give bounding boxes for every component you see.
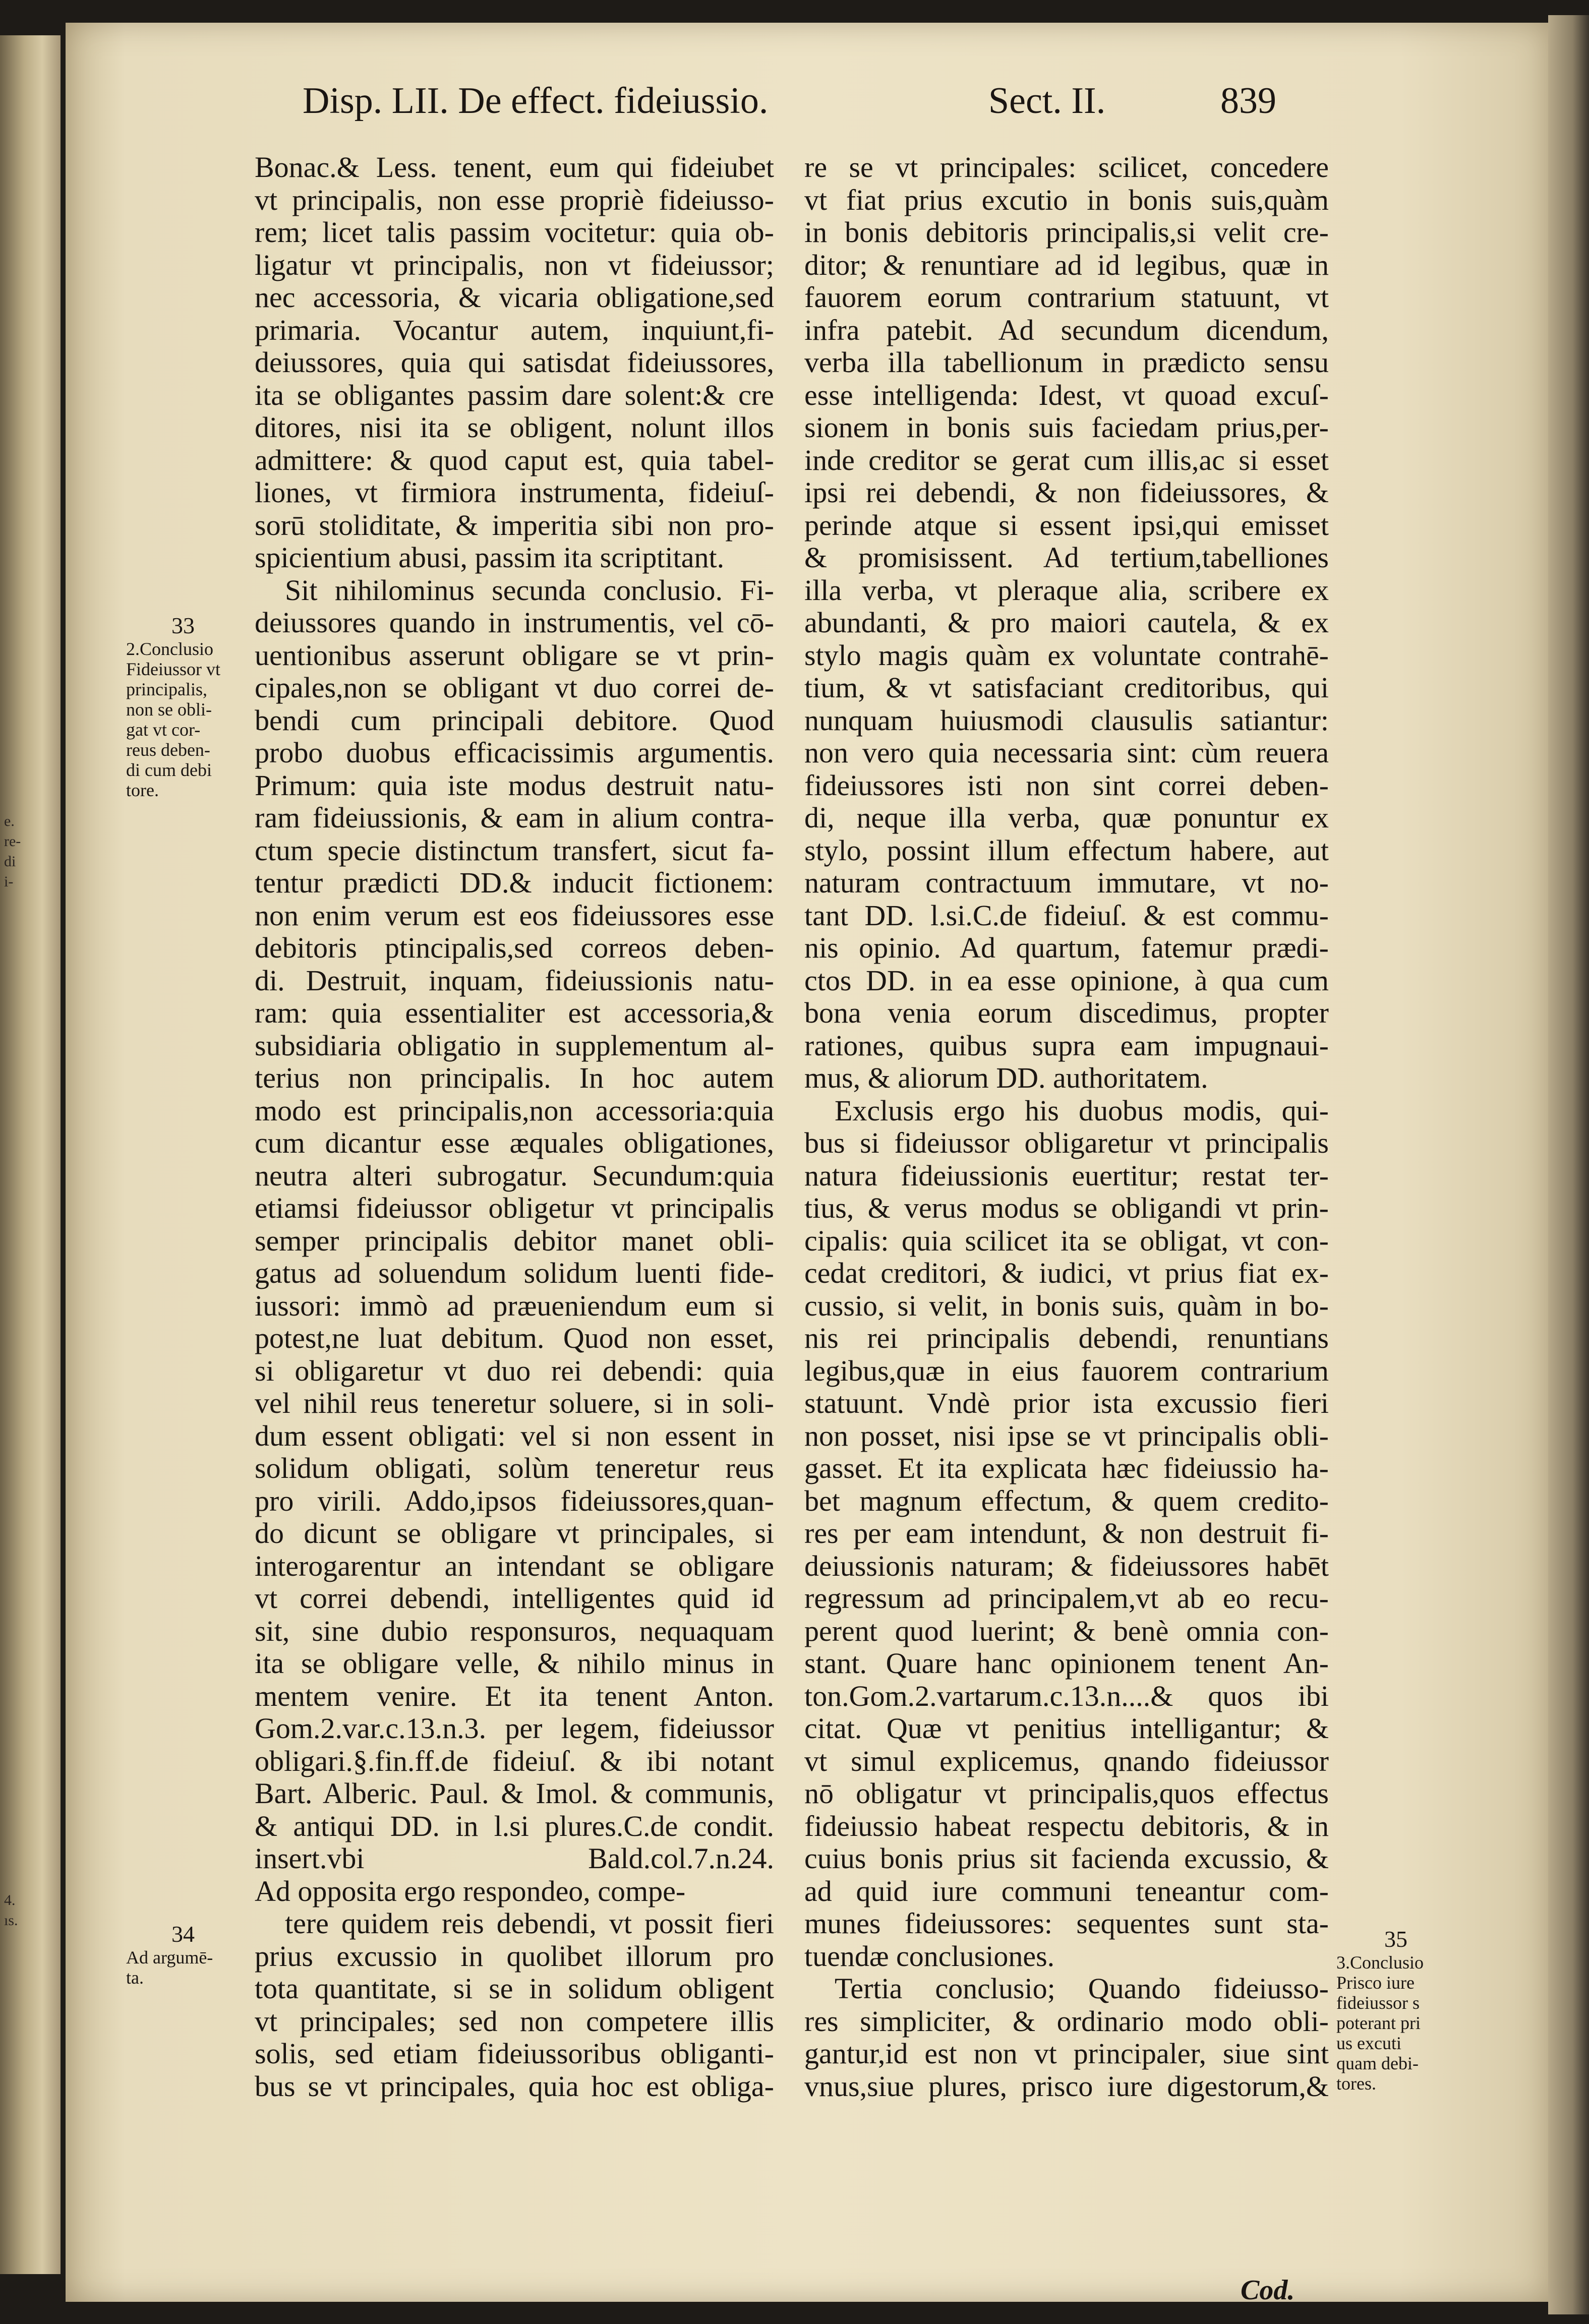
text-line: regressum ad principalem,vt ab eo recu- (804, 1582, 1329, 1615)
text-line: ditor; & renuntiare ad id legibus, quæ in (804, 248, 1329, 281)
margin-note-line: Prisco iure (1336, 1973, 1415, 1993)
margin-note-line: fideiussor s (1336, 1993, 1420, 2013)
text-line: spicientium abusi, passim ita scriptitant. (255, 541, 725, 574)
text-line: solidum obligati, solùm teneretur reus (255, 1452, 774, 1484)
text-line: cipalis: quia scilicet ita se obligat, vt con- (804, 1224, 1329, 1257)
text-line: vt simul explicemus, qnando fideiussor (804, 1744, 1329, 1777)
text-line: ctos DD. in ea esse opinione, à qua cum (804, 964, 1329, 997)
previous-page-sliver (0, 35, 61, 2274)
margin-note-33 (126, 613, 220, 800)
text-line: ton.Gom.2.vartarum.c.13.n....& quos ibi (804, 1679, 1329, 1712)
text-line: cussio, si velit, in bonis suis, quàm in bo- (804, 1289, 1329, 1322)
text-line: ram fideiussionis, & eam in alium contra- (255, 801, 774, 834)
text-line: Primum: quia iste modus destruit natu- (255, 768, 774, 802)
text-line: perent quod luerint; & benè omnia con- (804, 1614, 1329, 1647)
text-line: infra patebit. Ad secundum dicendum, (804, 313, 1329, 346)
text-line: bona venia eorum discedimus, propter (804, 996, 1329, 1029)
sliver-fragment: re- (4, 833, 21, 850)
text-line: in bonis debitoris principalis,si velit cre- (804, 216, 1329, 249)
text-line: gasset. Et ita explicata hæc fideiussio ha- (804, 1452, 1329, 1484)
margin-note-line: principalis, (126, 679, 207, 699)
margin-note-line: Ad argumē- (126, 1947, 213, 1968)
sliver-fragment: e. (4, 813, 15, 829)
margin-note-line: di cum debi (126, 760, 212, 780)
text-line: fauorem eorum contrarium statuunt, vt (804, 281, 1329, 314)
text-line: illa verba, vt pleraque alia, scribere ex (804, 573, 1329, 607)
running-head-left: Disp. LII. De effect. fideiussio. (303, 80, 769, 122)
text-line: mentem venire. Et ita tenent Anton. (255, 1679, 774, 1712)
margin-note-line: us excuti (1336, 2033, 1401, 2053)
margin-note-line: non se obli- (126, 699, 212, 720)
text-line: solis, sed etiam fideiussoribus obliganti- (255, 2037, 774, 2070)
text-line: statuunt. Vndè prior ista excussio fieri (804, 1387, 1329, 1419)
text-line: si obligaretur vt duo rei debendi: quia (255, 1354, 774, 1387)
text-line: bendi cum principali debitore. Quod (255, 703, 774, 737)
text-line: tentur prædicti DD.& inducit fictionem: (255, 866, 774, 899)
text-line: ad quid iure communi teneantur com- (804, 1874, 1329, 1908)
text-line: ctum specie distinctum transfert, sicut fa- (255, 833, 774, 867)
text-line: nunquam huiusmodi clausulis satiantur: (804, 703, 1329, 737)
text-line: Bart. Alberic. Paul. & Imol. & communis, (255, 1777, 774, 1810)
text-line: ligatur vt principalis, non vt fideiussor; (255, 248, 774, 281)
text-line: debitoris ptincipalis,sed correos deben- (255, 931, 774, 964)
margin-note-line: reus deben- (126, 740, 210, 760)
sliver-fragment: ıs. (4, 1912, 18, 1929)
text-line: vt correi debendi, intelligentes quid id (255, 1582, 774, 1615)
text-line: admittere: & quod caput est, quia tabel- (255, 443, 774, 476)
sliver-fragment: di (4, 853, 16, 870)
text-line: cum dicantur esse æquales obligationes, (255, 1126, 774, 1159)
text-line: nis rei principalis debendi, renuntians (804, 1322, 1329, 1354)
text-line: Ad opposita ergo respondeo, compe- (255, 1874, 686, 1908)
text-line: liones, vt firmiora instrumenta, fideiuſ- (255, 476, 774, 509)
text-line: natura fideiussionis euertitur; restat ter- (804, 1159, 1329, 1192)
margin-note-number: 34 (171, 1921, 195, 1947)
text-line: gatus ad soluendum solidum luenti fide- (255, 1257, 774, 1289)
margin-note-line: tores. (1336, 2073, 1376, 2094)
text-line: sionem in bonis suis faciedam prius,per- (804, 411, 1329, 444)
text-line: ditores, nisi ita se obligent, nolunt illos (255, 411, 774, 444)
text-line: abundanti, & pro maiori cautela, & ex (804, 606, 1329, 639)
margin-note-number: 33 (171, 613, 195, 638)
running-head-section: Sect. II. (988, 80, 1106, 122)
page-number: 839 (1220, 80, 1276, 122)
text-line: ram: quia essentialiter est accessoria,& (255, 996, 774, 1029)
text-line: stylo, possint illum effectum habere, aut (804, 833, 1329, 867)
text-line: non enim verum est eos fideiussores esse (255, 899, 774, 932)
text-line: interogarentur an intendant se obligare (255, 1549, 774, 1582)
text-line: cedat creditori, & iudici, vt prius fiat ex- (804, 1257, 1329, 1289)
text-line: neutra alteri subrogatur. Secundum:quia (255, 1159, 774, 1192)
text-line: fideiussores isti non sint correi deben- (804, 768, 1329, 802)
text-line: di, neque illa verba, quæ ponuntur ex (804, 801, 1329, 834)
margin-note-line: quam debi- (1336, 2053, 1419, 2073)
text-line: verba illa tabellionum in prædicto sensu (804, 346, 1329, 379)
text-line: ipsi rei debendi, & non fideiussores, & (804, 476, 1329, 509)
margin-note-line: poterant pri (1336, 2013, 1421, 2033)
text-line: munes fideiussores: sequentes sunt sta- (804, 1907, 1329, 1940)
margin-note-line: gat vt cor- (126, 720, 201, 740)
text-line: stant. Quare hanc opinionem tenent An- (804, 1647, 1329, 1680)
text-line: citat. Quæ vt penitius intelligantur; & (804, 1712, 1329, 1745)
text-line: di. Destruit, inquam, fideiussionis natu- (255, 964, 774, 997)
text-line: non vero quia necessaria sint: cùm reuera (804, 736, 1329, 769)
text-line: tant DD. l.si.C.de fideiuſ. & est commu- (804, 899, 1329, 932)
text-line: Exclusis ergo his duobus modis, qui- (835, 1094, 1329, 1127)
text-line: legibus,quæ in eius fauorem contrarium (804, 1354, 1329, 1387)
margin-note-line: Fideiussor vt (126, 659, 221, 679)
text-line: fideiussio habeat respectu debitoris, & in (804, 1809, 1329, 1842)
text-line: naturam contractuum immutare, vt no- (804, 866, 1329, 899)
text-line: tius, & verus modus se obligandi vt prin- (804, 1191, 1329, 1224)
text-line: perinde atque si essent ipsi,qui emisset (804, 508, 1329, 542)
text-line: do dicunt se obligare vt principales, si (255, 1517, 774, 1550)
text-line: dum essent obligati: vel si non essent in (255, 1419, 774, 1452)
text-line: semper principalis debitor manet obli- (255, 1224, 774, 1257)
text-line: nec accessoria, & vicaria obligatione,sed (255, 281, 774, 314)
text-line: pro virili. Addo,ipsos fideiussores,quan- (255, 1484, 774, 1517)
margin-note-35 (1336, 1926, 1424, 2094)
margin-note-line: ta. (126, 1968, 144, 1988)
text-line: rationes, quibus supra eam impugnaui- (804, 1029, 1329, 1062)
margin-note-number: 35 (1384, 1926, 1407, 1952)
text-line: probo duobus efficacissimis argumentis. (255, 736, 774, 769)
catchword: Cod. (1241, 2275, 1295, 2306)
text-line: vnus,siue plures, prisco iure digestorum,& (804, 2069, 1329, 2103)
text-line: bet magnum effectum, & quem credito- (804, 1484, 1329, 1517)
text-line: inde creditor se gerat cum illis,ac si esset (804, 443, 1329, 476)
text-line: vt fiat prius excutio in bonis suis,quàm (804, 183, 1329, 216)
text-line: res simpliciter, & ordinario modo obli- (804, 2004, 1329, 2038)
text-line: vt principalis, non esse propriè fideiusso- (255, 183, 774, 216)
text-line: res per eam intendunt, & non destruit fi- (804, 1517, 1329, 1550)
text-line: mus, & aliorum DD. authoritatem. (804, 1061, 1208, 1094)
text-line: prius excussio in quolibet illorum pro (255, 1939, 774, 1973)
text-line: vel nihil reus teneretur soluere, si in soli- (255, 1387, 774, 1419)
text-line: bus si fideiussor obligaretur vt principalis (804, 1126, 1329, 1159)
left-text-column (255, 151, 774, 2103)
text-line: esse intelligenda: Idest, vt quoad excuſ- (804, 378, 1329, 411)
text-line: insert.vbi Bald.col.7.n.24. (255, 1842, 774, 1875)
page-stack-edge (1548, 15, 1589, 2314)
text-line: tere quidem reis debendi, vt possit fieri (285, 1907, 774, 1940)
text-line: nō obligatur vt principalis,quos effectus (804, 1777, 1329, 1810)
margin-note-line: tore. (126, 780, 159, 800)
text-line: stylo magis quàm ex voluntate contrahē- (804, 638, 1329, 672)
text-line: deiussores quando in instrumentis, vel cō- (255, 606, 774, 639)
text-line: gantur,id est non vt principaler, siue sint (804, 2037, 1329, 2070)
text-line: deiussionis naturam; & fideiussores habēt (804, 1549, 1329, 1582)
sliver-fragment: 4. (4, 1892, 16, 1909)
text-line: obligari.§.fin.ff.de fideiuſ. & ibi notant (255, 1744, 774, 1777)
text-line: Tertia conclusio; Quando fideiusso- (835, 1972, 1329, 2005)
margin-note-34 (126, 1921, 213, 1988)
right-text-column (804, 151, 1329, 2103)
text-line: deiussores, quia qui satisdat fideiussores, (255, 346, 774, 379)
text-line: etiamsi fideiussor obligetur vt principalis (255, 1191, 774, 1224)
text-line: sit, sine dubio responsuros, nequaquam (255, 1614, 774, 1647)
text-line: tota quantitate, si se in solidum obligent (255, 1972, 774, 2005)
text-line: & antiqui DD. in l.si plures.C.de condit. (255, 1809, 774, 1842)
text-line: uentionibus asserunt obligare se vt prin- (255, 638, 774, 672)
text-line: & promisissent. Ad tertium,tabelliones (804, 541, 1329, 574)
text-line: cipales,non se obligant vt duo correi de- (255, 671, 774, 704)
text-line: terius non principalis. In hoc autem (255, 1061, 774, 1094)
text-line: rem; licet talis passim vocitetur: quia ob- (255, 216, 774, 249)
text-line: cuius bonis prius sit facienda excussio, & (804, 1842, 1329, 1875)
margin-note-line: 2.Conclusio (126, 639, 214, 659)
text-line: Gom.2.var.c.13.n.3. per legem, fideiussor (255, 1712, 774, 1745)
text-line: sorū stoliditate, & imperitia sibi non pro- (255, 508, 774, 542)
text-line: non posset, nisi ipse se vt principalis obli- (804, 1419, 1329, 1452)
margin-note-line: 3.Conclusio (1336, 1952, 1424, 1973)
text-line: subsidiaria obligatio in supplementum al- (255, 1029, 774, 1062)
sliver-fragment: i- (4, 873, 14, 890)
text-line: modo est principalis,non accessoria:quia (255, 1094, 774, 1127)
text-line: iussori: immò ad præueniendum eum si (255, 1289, 774, 1322)
text-line: Bonac.& Less. tenent, eum qui fideiubet (255, 151, 774, 184)
text-line: vt principales; sed non competere illis (255, 2004, 774, 2038)
text-line: tium, & vt satisfaciant creditoribus, qui (804, 671, 1329, 704)
text-line: nis opinio. Ad quartum, fatemur prædi- (804, 931, 1329, 964)
text-line: potest,ne luat debitum. Quod non esset, (255, 1322, 774, 1354)
text-line: ita se obligare velle, & nihilo minus in (255, 1647, 774, 1680)
text-line: tuendæ conclusiones. (804, 1939, 1055, 1973)
text-line: bus se vt principales, quia hoc est obliga- (255, 2069, 774, 2103)
text-line: re se vt principales: scilicet, concedere (804, 151, 1329, 184)
text-line: primaria. Vocantur autem, inquiunt,fi- (255, 313, 774, 346)
text-line: Sit nihilominus secunda conclusio. Fi- (285, 573, 774, 607)
text-line: ita se obligantes passim dare solent:& cre (255, 378, 774, 411)
